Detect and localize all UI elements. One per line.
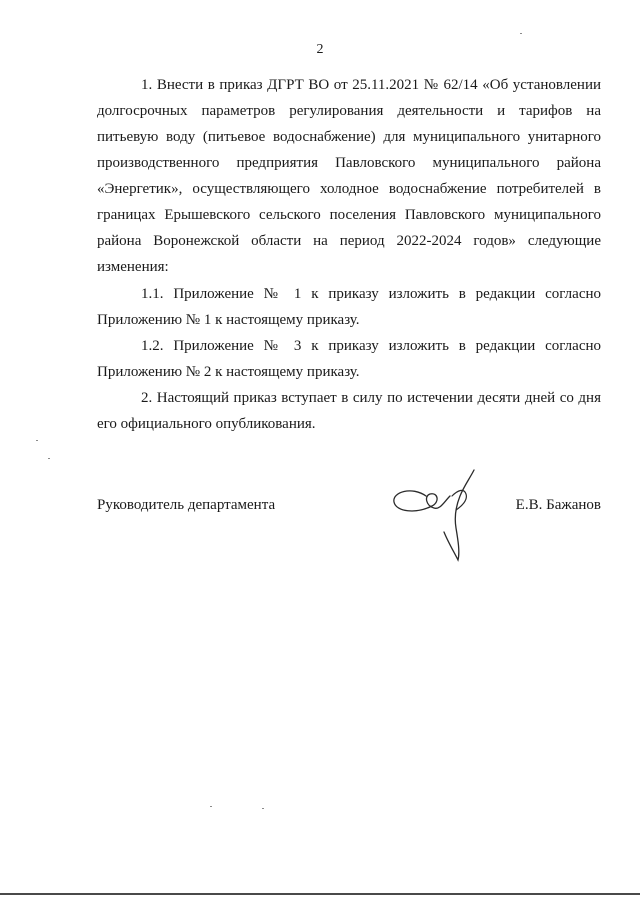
paragraph-amendment-intro: 1. Внести в приказ ДГРТ ВО от 25.11.2021 № 62/14 «Об установлении долгосрочных параметров регулирования деятельности и тарифов на питьевую воду (питьевое водоснабжение) для муниципального унитарного производственного предприятия Павловского муниципального района «Энергетик», осуществляющего холодное водоснабжение потребителей в границах Ерышевского сельского поселения Павловского муниципального района Воронежской области на период 2022-2024 годов» следующие изменения: (97, 77, 601, 275)
paragraph-effective-date: 2. Настоящий приказ вступает в силу по истечении десяти дней со дня его официального опубликования. (97, 390, 601, 432)
signature-block (97, 494, 601, 518)
scan-speck (48, 458, 50, 459)
scan-speck (36, 440, 38, 441)
page-number: 2 (316, 42, 324, 57)
paragraph-appendix-1: 1.1. Приложение № 1 к приказу изложить в редакции согласно Приложению № 1 к настоящему приказу. (97, 286, 601, 328)
document-body (97, 72, 601, 437)
handwritten-signature (388, 466, 488, 566)
scan-bottom-edge (0, 893, 640, 895)
scan-speck (520, 33, 522, 34)
signatory-name: Е.В. Бажанов (515, 497, 601, 513)
scan-speck (262, 808, 264, 809)
signatory-title: Руководитель департамента (97, 497, 276, 513)
paragraph-appendix-3: 1.2. Приложение № 3 к приказу изложить в редакции согласно Приложению № 2 к настоящему приказу. (97, 338, 601, 380)
scan-speck (210, 806, 212, 807)
